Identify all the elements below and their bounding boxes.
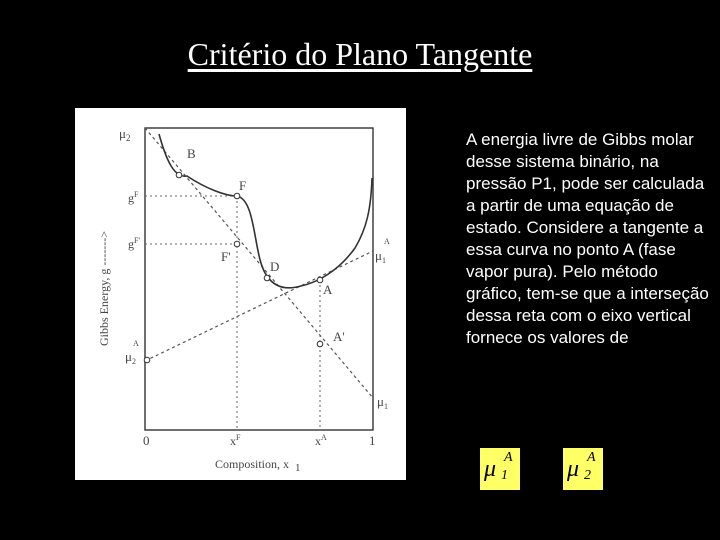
xF-label: x <box>230 434 236 448</box>
xA-label: x <box>315 434 321 448</box>
label-Ap: A' <box>333 329 345 344</box>
tangent-line-bd <box>145 128 373 398</box>
mu1A-sup: A <box>384 237 390 246</box>
mu2A-label: μ <box>125 349 132 364</box>
mu2-symbol: μ <box>567 456 580 482</box>
svg-text:Composition, x1 <box>215 457 301 474</box>
xA-sup: A <box>321 433 327 442</box>
mu2-subscript: 2 <box>584 468 591 483</box>
gibbs-energy-diagram <box>75 108 406 480</box>
mu1-sub: 1 <box>383 402 388 411</box>
svg-text:gF <box>128 190 139 205</box>
mu2-superscript: A <box>587 450 596 465</box>
label-A: A <box>323 282 333 297</box>
mu1-symbol: μ <box>484 456 497 482</box>
gFp-label: g <box>128 237 134 251</box>
point-D <box>264 275 270 281</box>
x-tick-1: 1 <box>369 433 376 448</box>
point-Fp <box>234 241 240 247</box>
svg-text:μ1 <box>377 394 388 411</box>
point-B <box>176 172 182 178</box>
mu2-sub: 2 <box>125 133 131 143</box>
mu2A-sup: A <box>133 339 139 348</box>
point-Ap <box>317 341 323 347</box>
slide-title: Critério do Plano Tangente <box>187 36 533 72</box>
x-tick-0: 0 <box>143 433 150 448</box>
mu1A-sub: 1 <box>381 256 386 265</box>
explanation-paragraph: A energia livre de Gibbs molar desse sistema binário, na pressão P1, pode ser calculada a partir de uma equação de estado. Considere a tangente a essa curva no ponto A (fase vapor pura). Pelo método gráfico, tem-se que a interseção dessa reta com o eixo vertical fornece os valores de <box>466 130 709 347</box>
mu2A-sub: 2 <box>131 357 136 366</box>
svg-text:gF' <box>128 236 140 251</box>
mu2-label: μ <box>119 126 126 141</box>
label-D: D <box>270 259 280 274</box>
mu1-superscript: A <box>504 450 513 465</box>
svg-text:xA <box>315 433 327 448</box>
x-axis-sub: 1 <box>295 462 301 474</box>
mu1-formula-box <box>480 448 520 490</box>
tangent-line-a <box>145 251 373 361</box>
svg-text:μ1 <box>375 248 386 265</box>
xF-sup: F <box>236 433 241 442</box>
label-F: F <box>239 178 247 193</box>
mu1-label: μ <box>377 394 384 409</box>
gF-sup: F <box>134 190 139 199</box>
svg-text:μ2 <box>119 126 130 143</box>
gF-label: g <box>128 191 134 205</box>
y-axis-title: Gibbs Energy, g -------> <box>97 230 111 346</box>
point-mu2A <box>144 357 150 363</box>
gFp-sup: F' <box>134 236 140 245</box>
svg-text:xF <box>230 433 241 448</box>
x-axis-title: Composition, x <box>215 457 290 471</box>
point-F <box>234 193 240 199</box>
label-B: B <box>187 146 196 161</box>
point-A <box>317 277 323 283</box>
mu1-subscript: 1 <box>501 468 508 483</box>
mu1A-label: μ <box>375 248 382 263</box>
label-Fp: F' <box>221 249 231 264</box>
svg-text:μ2 <box>125 349 136 366</box>
mu2-formula-box <box>563 448 603 490</box>
